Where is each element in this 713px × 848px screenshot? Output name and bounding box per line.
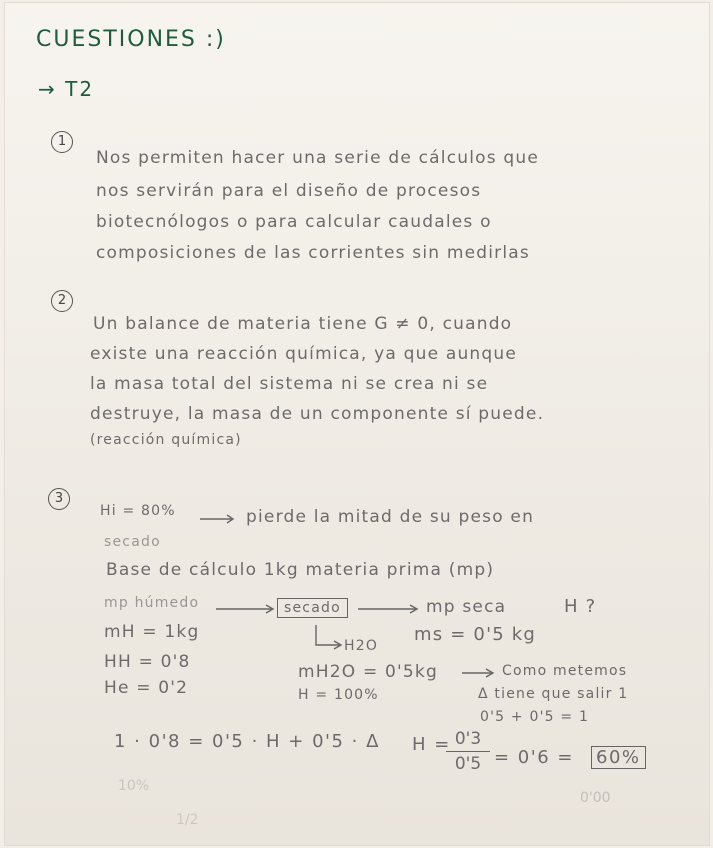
approx-value: = 0'6 = [494, 747, 574, 768]
q1-line-4: composiciones de las corrientes sin medirlas [96, 243, 530, 263]
q2-line-2: existe una reacción química, ya que aunque [90, 344, 518, 364]
q3-humidity-initial: Hi = 80% [100, 503, 176, 519]
q1-line-2: nos servirán para el diseño de procesos [96, 181, 482, 201]
secado-process-box: secado [277, 598, 348, 618]
page-title: CUESTIONES :) [36, 27, 226, 52]
section-label: T2 [65, 77, 95, 101]
q2-line-3: la masa total del sistema ni se crea ni se [90, 374, 489, 394]
mass-water: mH2O = 0'5kg [298, 662, 438, 682]
faint-mark-3: 0'00 [580, 790, 611, 806]
como-metemos: Como metemos [502, 663, 628, 679]
question-3-number: 3 [48, 488, 70, 510]
faint-mark-2: 1/2 [176, 812, 199, 828]
balance-equation: 1 · 0'8 = 0'5 · H + 0'5 · Δ [114, 731, 380, 752]
fraction-numerator: 0'3 [454, 729, 482, 749]
mass-sum: 0'5 + 0'5 = 1 [480, 709, 590, 725]
mass-dry: ms = 0'5 kg [414, 624, 537, 645]
q2-line-4: destruye, la masa de un componente sí puede. [90, 404, 545, 424]
humidity-hh: HH = 0'8 [104, 652, 191, 672]
q2-line-1: Un balance de materia tiene G ≠ 0, cuando [93, 314, 513, 334]
water-humidity: H = 100% [298, 687, 379, 703]
question-2-number: 2 [51, 290, 73, 312]
mass-humid: mH = 1kg [104, 622, 200, 642]
tiene-que-salir: Δ tiene que salir 1 [478, 686, 629, 702]
q3-secado-word: secado [104, 534, 161, 550]
q1-line-3: biotecnólogos o para calcular caudales o [96, 212, 492, 232]
faint-mark-1: 10% [118, 778, 150, 794]
question-1-number: 1 [51, 131, 73, 153]
mp-humedo-label: mp húmedo [104, 595, 200, 611]
q3-base-calculo: Base de cálculo 1kg materia prima (mp) [106, 560, 495, 580]
arrow-icon: → [38, 77, 57, 101]
h-unknown: H ? [564, 596, 597, 617]
q3-statement: pierde la mitad de su peso en [246, 507, 535, 527]
humidity-he: He = 0'2 [104, 678, 189, 698]
mp-seca-label: mp seca [426, 597, 507, 617]
q2-line-5: (reacción química) [90, 432, 242, 448]
h-equals: H = [412, 734, 451, 755]
fraction-denominator: 0'5 [454, 754, 482, 774]
final-result: 60% [591, 746, 646, 769]
q1-line-1: Nos permiten hacer una serie de cálculos que [96, 148, 540, 168]
water-stream-label: H2O [344, 638, 379, 654]
